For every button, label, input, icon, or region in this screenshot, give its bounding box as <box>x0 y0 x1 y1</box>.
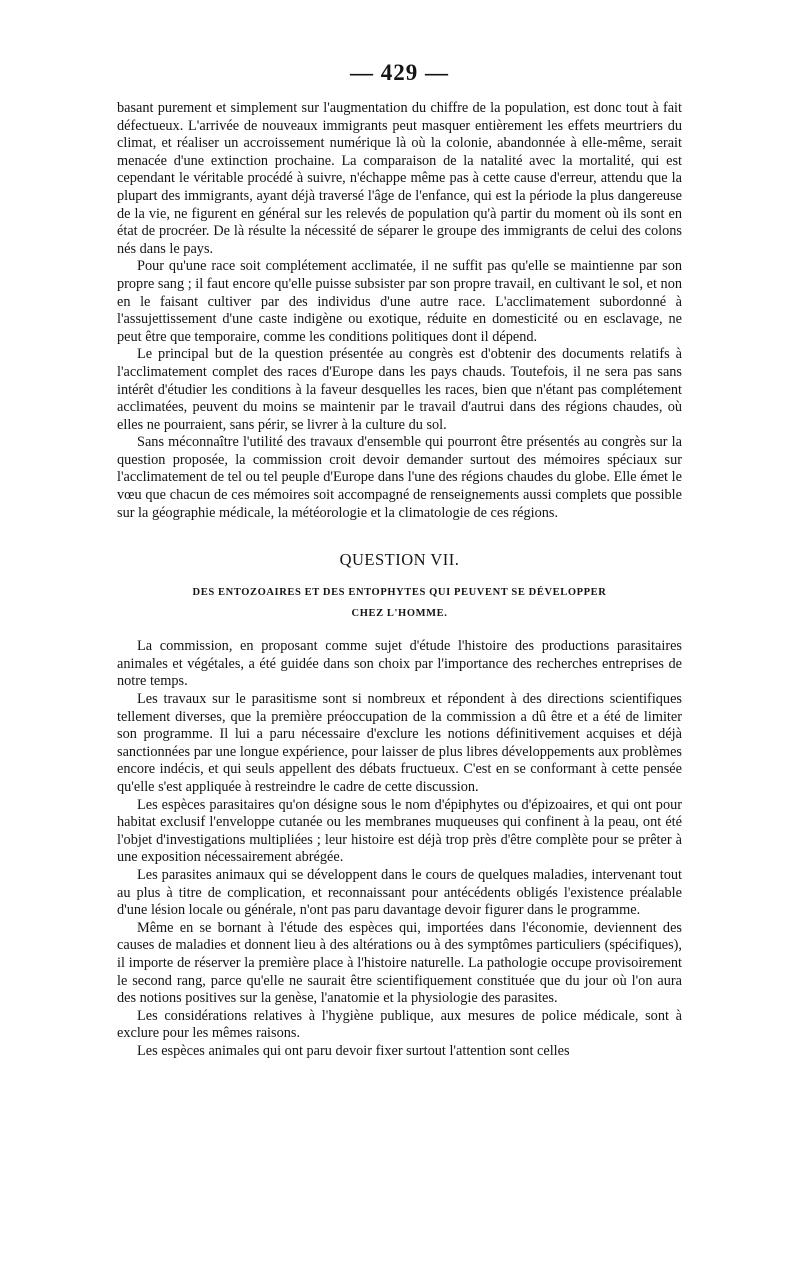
section-title: QUESTION VII. <box>339 550 460 570</box>
section-subtitle-line-1: DES ENTOZOAIRES ET DES ENTOPHYTES QUI PEUVENT SE DÉVELOPPER <box>192 587 607 599</box>
section-subtitle-line-2: CHEZ L'HOMME. <box>351 608 448 620</box>
paragraph-8: Les parasites animaux qui se développent dans le cours de quelques maladies, intervenant tout au plus à titre de complication, et reconnaissant pour antécédents obligés l'existence préalable d'une lésion locale ou générale, n'ont pas paru davantage devoir figurer dans le programme. <box>117 866 682 919</box>
paragraph-1: basant purement et simplement sur l'augmentation du chiffre de la population, est donc tout à fait défectueux. L'arrivée de nouveaux immigrants peut masquer entièrement les effets meurtriers du climat, et réaliser un accroissement numérique là où la colonie, abandonnée à elle-même, serait menacée d'une extinction prochaine. La comparaison de la natalité avec la mortalité, qui est cependant le véritable procédé à suivre, n'échappe même pas à cette cause d'erreur, attendu que la plupart des immigrants, ayant déjà traversé l'âge de l'enfance, qui est la période la plus dangereuse de la vie, ne figurent en général sur les relevés de population qu'à partir du moment où ils sont en état de procréer. De là résulte la nécessité de séparer le groupe des immigrants de celui des colons nés dans le pays. <box>117 100 682 257</box>
section-subtitle <box>117 582 682 624</box>
paragraph-9: Même en se bornant à l'étude des espèces qui, importées dans l'économie, deviennent des causes de maladies et donnent lieu à des altérations ou à des symptômes particuliers (spécifiques), il importe de réserver la première place à l'histoire naturelle. La pathologie occupe provisoirement le second rang, parce qu'elle ne saurait être scientifiquement constituée que du jour où l'on aura des notions positives sur la genèse, l'anatomie et la physiologie des parasites. <box>117 919 682 1007</box>
paragraph-10: Les considérations relatives à l'hygiène publique, aux mesures de police médicale, sont à exclure pour les mêmes raisons. <box>117 1007 682 1042</box>
paragraph-11: Les espèces animales qui ont paru devoir fixer surtout l'attention sont celles <box>137 1042 570 1059</box>
page-number: — 429 — <box>350 60 449 85</box>
paragraph-7: Les espèces parasitaires qu'on désigne sous le nom d'épiphytes ou d'épizoaires, et qui ont pour habitat exclusif l'enveloppe cutanée ou les membranes muqueuses qui confinent à la peau, ont été l'objet d'investigations multipliées ; leur histoire est déjà trop près d'être complète pour se prêter à une exposition nécessairement abrégée. <box>117 796 682 866</box>
document-page <box>117 60 682 1061</box>
paragraph-5: La commission, en proposant comme sujet d'étude l'histoire des productions parasitaires animales et végétales, a été guidée dans son choix par l'importance des recherches entreprises de notre temps. <box>117 638 682 690</box>
paragraph-2: Pour qu'une race soit complétement acclimatée, il ne suffit pas qu'elle se maintienne par son propre sang ; il faut encore qu'elle puisse subsister par son propre travail, en cultivant le sol, et non en le faisant cultiver par des individus d'une autre race. L'acclimatement subordonné à l'assujettissement d'une caste indigène ou exotique, réduite en domesticité ou en esclavage, ne peut être que temporaire, comme les conditions politiques dont il dépend. <box>117 258 682 345</box>
paragraph-4: Sans méconnaître l'utilité des travaux d'ensemble qui pourront être présentés au congrès sur la question proposée, la commission croit devoir demander surtout des mémoires spéciaux sur l'acclimatement de tel ou tel peuple d'Europe dans l'une des régions chaudes du globe. Elle émet le vœu que chacun de ces mémoires soit accompagné de renseignements aussi complets que possible sur la géographie médicale, la météorologie et la climatologie de ces régions. <box>117 434 682 521</box>
paragraph-3: Le principal but de la question présentée au congrès est d'obtenir des documents relatifs à l'acclimatement complet des races d'Europe dans les pays chauds. Toutefois, il ne sera pas sans intérêt d'étudier les conditions à la faveur desquelles les races, bien que n'étant pas complétement acclimatées, peuvent du moins se maintenir par le travail d'autrui dans des régions chaudes, où elles ne pourraient, sans périr, se livrer à la culture du sol. <box>117 346 682 433</box>
paragraph-6: Les travaux sur le parasitisme sont si nombreux et répondent à des directions scientifiques tellement diverses, que la première préoccupation de la commission a dû être et a été de limiter son programme. Il lui a paru nécessaire d'exclure les notions définitivement acquises et déjà sanctionnées par une longue expérience, pour laisser de plus libres développements aux problèmes encore indécis, et qui seuls appellent des débats fructueux. C'est en se conformant à cette pensée qu'elle s'est appliquée à restreindre le cadre de cette discussion. <box>117 691 682 795</box>
